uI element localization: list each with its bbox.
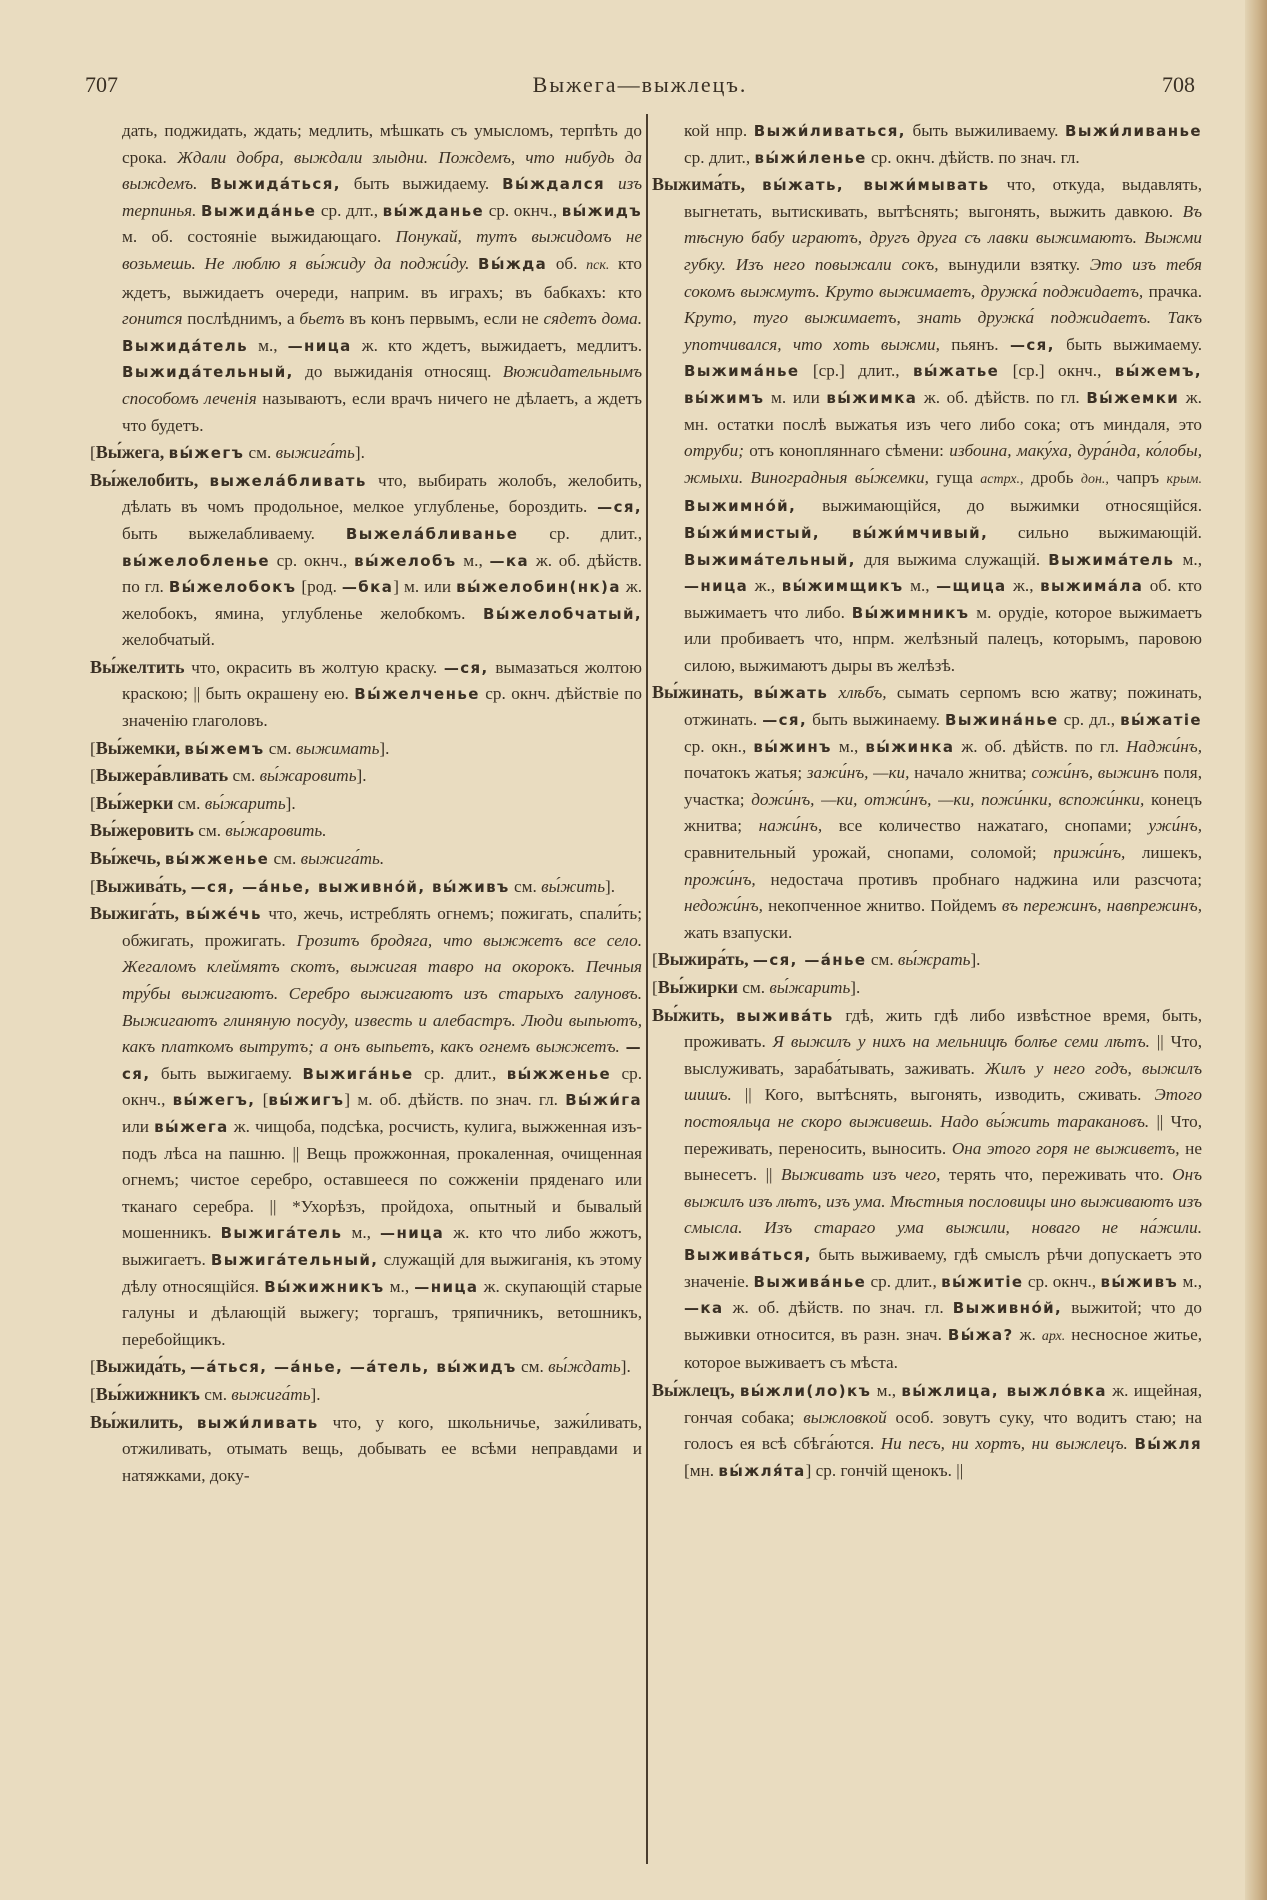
dictionary-entry: Выжима́ть, вы́жать, выжи́мывать что, откуда, выдавлять, выгнетать, вытискивать, вытѣснять; выгонять, выжить давкою. Въ тѣсную бабу играютъ, другъ друга съ лавки выжимаютъ. Выжми губку. Изъ него повыжали сокъ, вынудили взятку. Это изъ тебя сокомъ выжмутъ. Круто выжимаетъ, дружка́ поджидаетъ, прачка. Круто, туго выжимаетъ, знать дружка́ поджидаетъ. Такъ употчивался, что хоть выжми, пьянъ. —ся, быть выжимаему. Выжима́нье [ср.] длит., вы́жатье [ср.] окнч., вы́жемъ, вы́жимъ м. или вы́жимка ж. об. дѣйств. по гл. Вы́жемки ж. мн. остатки послѣ выжатья изъ чего либо сока; отъ миндаля, это отруби; отъ конопляннаго сѣмени: избоина, маку́ха, дура́нда, ко́лобы, жмыхи. Виноградныя вы́жемки, гуща астрх., дробь дон., чапръ крым. Выжимно́й, выжимающійся, до выжимки относящійся. Вы́жи́мистый, вы́жи́мчивый, сильно выжимающій. Выжима́тельный, для выжима служащій. Выжима́тель м., —ница ж., вы́жимщикъ м., —щица ж., выжима́ла об. кто выжимаетъ что либо. Вы́жимникъ м. орудіе, которое выжимаетъ или пробиваетъ что, нпрм. желѣзный палецъ, которымъ, паровою силою, выжимаютъ дыры въ желѣзѣ. xyxy=(652,174,1202,675)
entry-continuation: кой нпр. Выжи́ливаться, быть выжиливаему. Выжи́ливанье ср. длит., вы́жи́ленье ср. окнч. дѣйств. по знач. гл. xyxy=(684,121,1202,167)
dictionary-entry: [Вы́жемки, вы́жемъ см. выжимать]. xyxy=(90,737,390,758)
dictionary-entry: [Выжида́ть, —а́ться, —а́нье, —а́тель, вы́жидъ см. вы́ждать]. xyxy=(90,1356,631,1377)
dictionary-entry: [Вы́жижникъ см. выжига́ть]. xyxy=(90,1383,321,1404)
dictionary-entry: Выжига́ть, вы́же́чь что, жечь, истреблять огнемъ; пожигать, спали́ть; обжигать, прожигать. Грозитъ бродяга, что выжжетъ все село. Жегаломъ клеймятъ скотъ, выжигая тавро на окорокъ. Печныя тру́бы выжигаютъ. Серебро выжигаютъ изъ старыхъ галуновъ. Выжигаютъ глиняную посуду, известь и алебастръ. Люди выпьютъ, какъ платкомъ вытрутъ; а онъ выпьетъ, какъ огнемъ выжжетъ. —ся, быть выжигаему. Выжига́нье ср. длит., вы́жженье ср. окнч., вы́жегъ, [вы́жигъ] м. об. дѣйств. по знач. гл. Вы́жи́га или вы́жега ж. чищоба, подсѣка, росчисть, кулига, выжженная изъ-подъ лѣса на пашню. || Вещь прожжонная, прокаленная, очищенная огнемъ; чистое серебро, оставшееся по сожженіи пряденаго или тканаго серебра. || *Ухорѣзъ, пройдоха, опытный и бывалый мошенникъ. Выжига́тель м., —ница ж. кто что либо жжотъ, выжигаетъ. Выжига́тельный, служащій для выжиганія, къ этому дѣлу относящійся. Вы́жижникъ м., —ница ж. скупающій старые галуны и дѣлающій выжегу; торгашъ, тряпичникъ, ветошникъ, перебойщикъ. xyxy=(90,903,643,1349)
left-column xyxy=(90,118,642,1489)
dictionary-entry: Вы́жить, выжива́ть гдѣ, жить гдѣ либо извѣстное время, быть, проживать. Я выжилъ у нихъ на мельницѣ болѣе семи лѣтъ. || Что, выслуживать, зараба́тывать, заживать. Жилъ у него годъ, выжилъ шишъ. || Кого, вытѣснять, выгонять, изводить, сживать. Этого постояльца не скоро выживешь. Надо вы́жить таракановъ. || Что, переживать, переносить, выносить. Она этого горя не выживетъ, не вынесетъ. || Выживать изъ чего, терять что, переживать что. Онъ выжилъ изъ лѣтъ, изъ ума. Мѣстныя пословицы ино выживаютъ изъ смысла. Изъ стараго ума выжили, новаго не на́жили. Выжива́ться, быть выживаему, гдѣ смыслъ рѣчи допускаетъ это значеніе. Выжива́нье ср. длит., вы́житіе ср. окнч., вы́живъ м., —ка ж. об. дѣйств. по знач. гл. Выживно́й, выжитой; что до выживки относится, въ разн. знач. Вы́жа? ж. арх. несносное житье, которое выживаетъ съ мѣста. xyxy=(652,1004,1203,1373)
dictionary-entry: [Выжива́ть, —ся, —а́нье, выживно́й, вы́живъ см. вы́жить]. xyxy=(90,875,616,896)
page-edge xyxy=(1245,0,1267,1900)
entry-continuation: дать, поджидать, ждать; медлить, мѣшкать съ умысломъ, терпѣть до срока. Ждали добра, выждали злыдни. Пождемъ, что нибудь да выждемъ. Выжида́ться, быть выжидаему. Вы́ждался изъ терпинья. Выжида́нье ср. длт., вы́жданье ср. окнч., вы́жидъ м. об. состояніе выжидающаго. Понукай, тутъ выжидомъ не возьмешь. Не люблю я вы́жиду да поджи́ду. Вы́жда об. пск. кто ждетъ, выжидаетъ очереди, наприм. въ играхъ; въ бабкахъ: кто гонится послѣднимъ, а бьетъ въ конъ первымъ, если не сядетъ дома. Выжида́тель м., —ница ж. кто ждетъ, выжидаетъ, медлитъ. Выжида́тельный, до выжиданія относящ. Вюжидательнымъ способомъ леченія называютъ, если врачъ ничего не дѣлаетъ, а ждетъ что будетъ. xyxy=(122,121,643,435)
running-title: Выжега—выжлецъ. xyxy=(532,72,748,97)
dictionary-entry: [Вы́жега, вы́жегъ см. выжига́ть]. xyxy=(90,442,365,463)
dictionary-entry: [Вы́жерки см. вы́жарить]. xyxy=(90,792,296,813)
dictionary-entry: Вы́желобить, выжела́бливать что, выбирать жолобъ, желобить, дѣлать въ чомъ продольное, мелкое углубленье, бороздить. —ся, быть выжелабливаему. Выжела́бливанье ср. длит., вы́желобленье ср. окнч., вы́желобъ м., —ка ж. об. дѣйств. по гл. Вы́желобокъ [род. —бка] м. или вы́желобин(нк)а ж. желобокъ, ямина, углубленье желобкомъ. Вы́желобчатый, желобчатый. xyxy=(90,469,642,650)
dictionary-entry: Вы́желтить что, окрасить въ жолтую краску. —ся, вымазаться жолтою краскою; || быть окрашену ею. Вы́желченье ср. окнч. дѣйствіе по значенію глаголовъ. xyxy=(90,656,642,731)
column-divider xyxy=(646,114,648,1864)
dictionary-entry: [Вы́жирки см. вы́жарить]. xyxy=(652,977,861,997)
dictionary-entry: [Выжера́вливать см. вы́жаровить]. xyxy=(90,765,367,786)
dictionary-entry: [Выжира́ть, —ся, —а́нье см. вы́жрать]. xyxy=(652,949,981,970)
right-column xyxy=(652,118,1202,1484)
dictionary-entry: Вы́жеровить см. вы́жаровить. xyxy=(90,820,327,841)
dictionary-entry: Вы́жилить, выжи́ливать что, у кого, школьничье, зажи́ливать, отжиливать, отымать вещь, добывать ее всѣми неправдами и натяжками, доку- xyxy=(90,1411,643,1485)
page-number-left: 707 xyxy=(85,72,118,97)
page-number-right: 708 xyxy=(1162,72,1195,97)
page-header xyxy=(85,72,1195,102)
dictionary-entry: Вы́жечь, вы́жженье см. выжига́ть. xyxy=(90,848,385,869)
dictionary-entry: Вы́жинать, вы́жать хлѣбъ, сымать серпомъ всю жатву; пожинать, отжинать. —ся, быть выжинаему. Выжина́нье ср. дл., вы́жатіе ср. окн., вы́жинъ м., вы́жинка ж. об. дѣйств. по гл. Наджи́нъ, початокъ жатья; зажи́нъ, —ки, начало жнитва; сожи́нъ, выжинъ поля, участка; дожи́нъ, —ки, отжи́нъ, —ки, пожи́нки, вспожи́нки, конецъ жнитва; нажи́нъ, все количество нажатаго, снопами; ужи́нъ, сравнительный урожай, снопами, соломой; прижи́нъ, лишекъ, прожи́нъ, недостача противъ пробнаго наджина или разсчота; недожи́нъ, некопченное жнитво. Пойдемъ въ пережинъ, навпрежинъ, жать взапуски. xyxy=(652,682,1202,942)
dictionary-entry: Вы́жлецъ, вы́жли(ло)къ м., вы́жлица, выжло́вка ж. ищейная, гончая собака; выжловкой особ. зовутъ суку, что водитъ стаю; на голосъ ея всѣ сбѣга́ются. Ни песъ, ни хортъ, ни выжлецъ. Вы́жля [мн. вы́жля́та] ср. гончій щенокъ. || xyxy=(652,1379,1203,1480)
